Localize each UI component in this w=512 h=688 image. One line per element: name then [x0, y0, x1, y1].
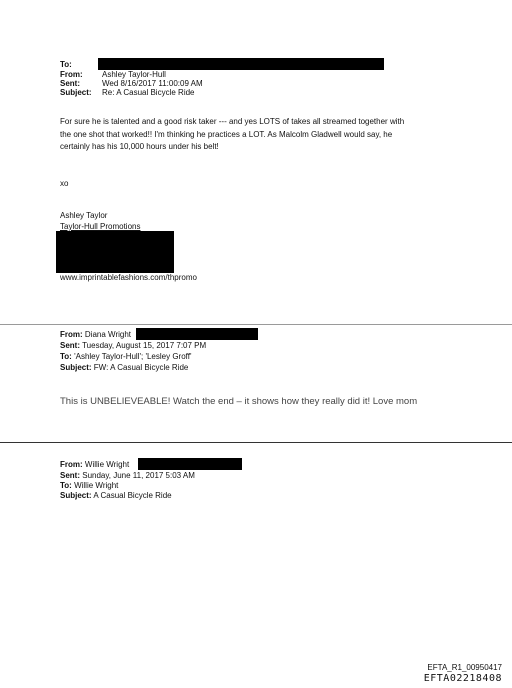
subject-value: A Casual Bicycle Ride — [93, 491, 172, 500]
email1-sent-row — [60, 79, 203, 88]
signature-company: Taylor-Hull Promotions — [60, 222, 141, 231]
email1-from-row — [60, 70, 166, 79]
email1-to-row — [60, 60, 102, 69]
email1-subject-row — [60, 88, 195, 97]
from-value: Diana Wright — [84, 330, 131, 339]
email3-to-row — [60, 481, 118, 491]
signature-name: Ashley Taylor — [60, 211, 108, 220]
email3-sent-row — [60, 471, 195, 481]
subject-label: Subject: — [60, 363, 92, 372]
email2-subject-row — [60, 363, 188, 373]
sent-label: Sent: — [60, 471, 80, 480]
subject-value: FW: A Casual Bicycle Ride — [93, 363, 189, 372]
sent-value: Tuesday, August 15, 2017 7:07 PM — [82, 341, 207, 350]
bates-stamp — [424, 662, 502, 684]
redaction-bar — [98, 58, 384, 70]
to-label: To: — [60, 60, 72, 69]
email2-from-row — [60, 330, 131, 340]
signature-block — [60, 210, 140, 232]
email3-subject-row — [60, 491, 172, 501]
email1-closing: xo — [60, 179, 69, 188]
body-line: For sure he is talented and a good risk taker --- and yes LOTS of takes all streamed together with — [60, 117, 405, 126]
separator-line — [0, 442, 512, 443]
to-label: To: — [60, 481, 72, 490]
redaction-bar — [136, 328, 258, 340]
sent-label: Sent: — [60, 341, 80, 350]
subject-value: Re: A Casual Bicycle Ride — [102, 88, 195, 97]
bates-number: EFTA_R1_00950417 — [427, 663, 502, 672]
subject-label: Subject: — [60, 88, 92, 97]
email1-body — [60, 116, 500, 154]
email2-body: This is UNBELIEVEABLE! Watch the end – it shows how they really did it! Love mom — [60, 396, 418, 407]
from-label: From: — [60, 70, 83, 79]
to-value: 'Ashley Taylor-Hull'; 'Lesley Groff' — [74, 352, 192, 361]
sent-value: Sunday, June 11, 2017 5:03 AM — [82, 471, 195, 480]
separator-line — [0, 324, 512, 325]
body-line: certainly has his 10,000 hours under his belt! — [60, 142, 219, 151]
from-value: Ashley Taylor-Hull — [102, 70, 166, 79]
from-label: From: — [60, 330, 83, 339]
redaction-bar — [56, 231, 174, 273]
email2-sent-row — [60, 341, 206, 351]
to-value: Willie Wright — [74, 481, 119, 490]
sent-label: Sent: — [60, 79, 80, 88]
signature-url: www.imprintablefashions.com/thpromo — [60, 273, 197, 282]
bates-number: EFTA02218408 — [423, 673, 502, 684]
email2-to-row — [60, 352, 192, 362]
from-label: From: — [60, 460, 83, 469]
subject-label: Subject: — [60, 491, 92, 500]
from-value: Willie Wright — [84, 460, 130, 469]
to-label: To: — [60, 352, 72, 361]
redaction-bar — [138, 458, 242, 470]
email3-from-row — [60, 460, 129, 470]
body-line: the one shot that worked!! I'm thinking he practices a LOT. As Malcolm Gladwell would say, he — [60, 129, 393, 139]
sent-value: Wed 8/16/2017 11:00:09 AM — [102, 79, 203, 88]
